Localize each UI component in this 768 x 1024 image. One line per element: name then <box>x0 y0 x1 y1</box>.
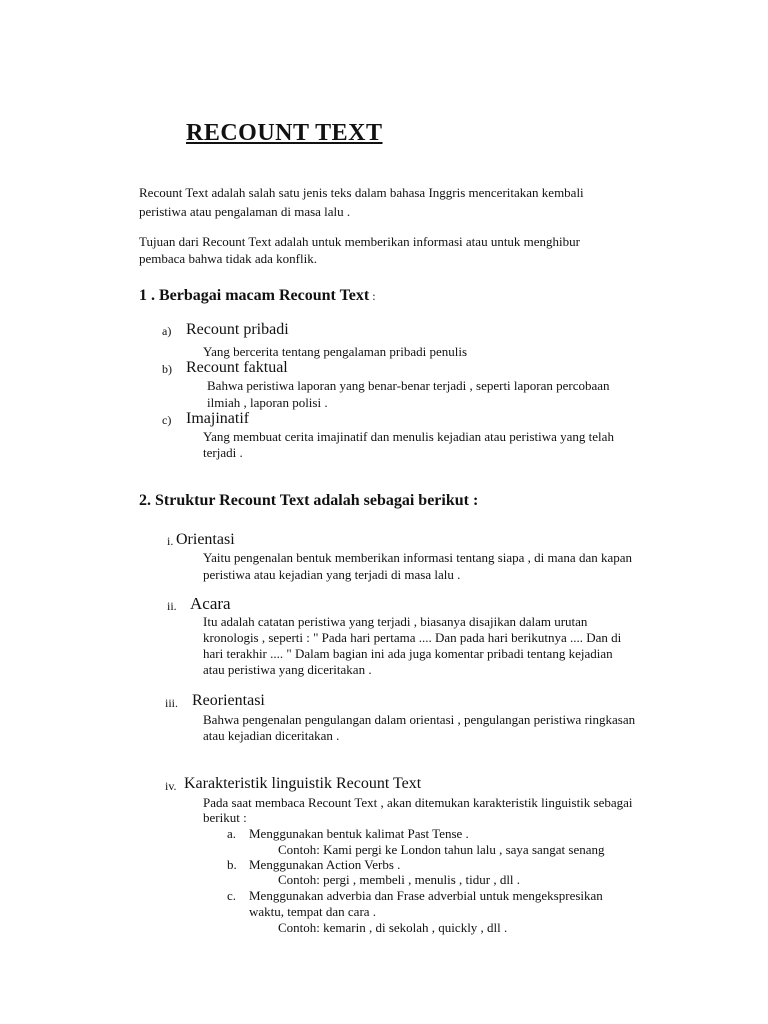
item-b-title: Recount faktual <box>186 359 288 376</box>
struct-ii-line-1: Itu adalah catatan peristiwa yang terjadi , biasanya disajikan dalam urutan <box>203 614 588 629</box>
item-a-title: Recount pribadi <box>186 321 289 338</box>
item-b-marker: b) <box>162 362 172 376</box>
struct-i-line-1: Yaitu pengenalan bentuk memberikan informasi tentang siapa , di mana dan kapan <box>203 550 632 565</box>
feature-a-marker: a. <box>227 826 237 841</box>
section2-heading: 2. Struktur Recount Text adalah sebagai berikut : <box>139 492 479 509</box>
section1-heading-text: 1 . Berbagai macam Recount Text <box>139 287 370 304</box>
struct-i-marker: i. <box>167 534 174 548</box>
struct-iii-marker: iii. <box>165 696 179 710</box>
feature-c-marker: c. <box>227 888 237 903</box>
item-c-marker: c) <box>162 413 172 427</box>
document-title: RECOUNT TEXT <box>186 120 383 146</box>
feature-a-line-1: Menggunakan bentuk kalimat Past Tense . <box>249 826 469 841</box>
feature-b-line-1: Menggunakan Action Verbs . <box>249 857 401 872</box>
purpose-line-2: pembaca bahwa tidak ada konflik. <box>139 251 317 266</box>
item-a-line-1: Yang bercerita tentang pengalaman pribadi penulis <box>203 344 468 359</box>
struct-ii-line-3: hari terakhir .... " Dalam bagian ini ada juga komentar pribadi tentang kejadian <box>203 646 613 661</box>
struct-ii-marker: ii. <box>167 599 177 613</box>
struct-iv-marker: iv. <box>165 779 177 793</box>
struct-i-line-2: peristiwa atau kejadian yang terjadi di masa lalu . <box>203 567 461 582</box>
item-c-title: Imajinatif <box>186 410 250 427</box>
item-c-line-1: Yang membuat cerita imajinatif dan menulis kejadian atau peristiwa yang telah <box>203 429 614 444</box>
feature-b-marker: b. <box>227 857 237 872</box>
struct-ii-line-2: kronologis , seperti : " Pada hari pertama .... Dan pada hari berikutnya .... Dan di <box>203 630 622 645</box>
struct-iii-title: Reorientasi <box>192 692 265 709</box>
item-a-marker: a) <box>162 324 172 338</box>
intro-line-1: Recount Text adalah salah satu jenis teks dalam bahasa Inggris menceritakan kembali <box>139 185 584 200</box>
struct-iv-line-1: Pada saat membaca Recount Text , akan ditemukan karakteristik linguistik sebagai <box>203 795 633 810</box>
section1-heading <box>139 287 376 305</box>
struct-iii-line-2: atau kejadian diceritakan . <box>203 728 340 743</box>
feature-c-example: Contoh: kemarin , di sekolah , quickly , dll . <box>278 920 508 935</box>
struct-iv-line-2: berikut : <box>203 810 247 825</box>
feature-b-example: Contoh: pergi , membeli , menulis , tidur , dll . <box>278 872 521 887</box>
feature-a-example: Contoh: Kami pergi ke London tahun lalu , saya sangat senang <box>278 842 605 857</box>
feature-c-line-1: Menggunakan adverbia dan Frase adverbial untuk mengekspresikan <box>249 888 603 903</box>
struct-iii-line-1: Bahwa pengenalan pengulangan dalam orientasi , pengulangan peristiwa ringkasan <box>203 712 636 727</box>
item-b-line-1: Bahwa peristiwa laporan yang benar-benar terjadi , seperti laporan percobaan <box>207 378 610 393</box>
purpose-line-1: Tujuan dari Recount Text adalah untuk memberikan informasi atau untuk menghibur <box>139 234 580 249</box>
item-b-line-2: ilmiah , laporan polisi . <box>207 395 328 410</box>
struct-ii-title: Acara <box>190 594 231 613</box>
intro-line-2: peristiwa atau pengalaman di masa lalu . <box>139 204 351 219</box>
struct-iv-title: Karakteristik linguistik Recount Text <box>184 775 422 792</box>
feature-c-line-2: waktu, tempat dan cara . <box>249 904 377 919</box>
struct-i-title: Orientasi <box>176 531 235 548</box>
section1-heading-colon: : <box>369 289 376 303</box>
struct-ii-line-4: atau peristiwa yang diceritakan . <box>203 662 372 677</box>
item-c-line-2: terjadi . <box>203 445 243 460</box>
